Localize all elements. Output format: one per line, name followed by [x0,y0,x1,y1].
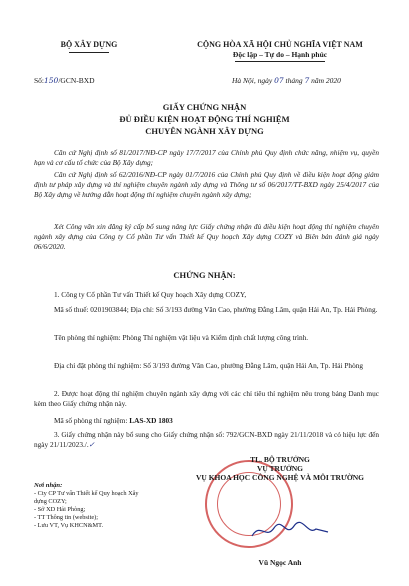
date-month-word: tháng [285,76,303,85]
date-year: năm 2020 [311,76,341,85]
recipients-heading: Nơi nhận: [34,482,63,489]
signature-authority: TL. BỘ TRƯỞNG [250,455,310,464]
issue-date [232,76,341,85]
motto-underline [235,61,325,62]
handwritten-check-mark: ✓ [88,440,95,449]
recipient-item: - TT Thông tin (website); [34,514,99,521]
lab-code-line [34,416,379,426]
company-tax-address: Mã số thuế: 0201903844; Địa chỉ: Số 3/193 đường Văn Cao, phường Đằng Lâm, quận Hải An, Tp. Hải Phòng. [54,305,378,314]
date-day-handwritten: 07 [274,76,284,85]
validity-statement [34,430,379,450]
certifies-heading: CHỨNG NHẬN: [173,270,236,280]
lab-code: LAS-XD 1803 [129,416,173,425]
signer-name: Vũ Ngọc Anh [258,558,302,567]
recipient-item: - Lưu VT, Vụ KHCN&MT. [34,522,104,529]
recipient-item: - Cty CP Tư vấn Thiết kế Quy hoạch Xây dựng COZY; [34,490,139,505]
lab-code-label: Mã số phòng thí nghiệm: [54,416,128,425]
date-prefix: Hà Nội, ngày [232,76,273,85]
ministry-underline [69,52,109,53]
certificate-subtitle-2: CHUYÊN NGÀNH XÂY DỰNG [145,126,264,136]
ref-suffix: /GCN-BXD [58,76,95,85]
signature-title: VỤ TRƯỞNG [256,464,304,473]
date-month-handwritten: 7 [304,76,310,85]
handwritten-signature [250,520,330,542]
signature-block [180,455,380,482]
ref-number-handwritten: 150 [44,76,59,85]
ministry-name: BỘ XÂY DỰNG [60,40,118,49]
ref-prefix: Số: [34,76,45,85]
scope-statement: 2. Được hoạt động thí nghiệm chuyên ngành xây dựng với các chỉ tiêu thí nghiệm nêu trong bảng Danh mục kèm theo Giấy chứng nhận này. [34,389,379,408]
signature-department: VỤ KHOA HỌC CÔNG NGHỆ VÀ MÔI TRƯỜNG [196,473,364,482]
document-number [34,76,95,85]
preamble-request: Xét Công văn xin đăng ký cấp bổ sung nâng lực Giấy chứng nhận đủ điều kiện hoạt động thí nghiệm chuyên ngành xây dựng của Công ty Cổ phần Tư vấn Thiết kế Quy hoạch Xây dựng COZY và Biên bản đánh giá ngày 06/6/2020. [34,222,379,251]
ministry-header [34,40,144,53]
preamble-decree-81: Căn cứ Nghị định số 81/2017/NĐ-CP ngày 17/7/2017 của Chính phủ Quy định chức năng, nhiệm vụ, quyền hạn và cơ cấu tổ chức của Bộ Xây dựng; [34,148,379,167]
country-name: CỘNG HÒA XÃ HỘI CHỦ NGHĨA VIỆT NAM [197,40,363,49]
preamble-decree-62: Căn cứ Nghị định số 62/2016/NĐ-CP ngày 01/7/2016 của Chính phủ Quy định về điều kiện hoạt động giám định tư pháp xây dựng và thí nghiệm chuyên ngành xây dựng và Thông tư số 06/2017/TT-BXD ngày 25/4/2017 của Bộ Xây dựng về hướng dẫn hoạt động thí nghiệm chuyên ngành xây dựng; [34,170,379,199]
national-header [180,40,380,62]
lab-address: Địa chỉ đặt phòng thí nghiệm: Số 3/193 đường Văn Cao, phường Đằng Lâm, quận Hải An, Tp. Hải Phòng [54,361,364,370]
national-motto: Độc lập – Tự do – Hạnh phúc [232,50,328,59]
lab-name: Tên phòng thí nghiệm: Phòng Thí nghiệm vật liệu và Kiểm định chất lượng công trình. [54,333,309,342]
recipient-item: - Sở XD Hải Phòng; [34,506,86,513]
recipients-block [34,482,144,530]
validity-text: 3. Giấy chứng nhận này bổ sung cho Giấy chứng nhận số: 792/GCN-BXD ngày 21/11/2018 và có hiệu lực đến ngày 21/11/2023./. [34,430,379,449]
certificate-title: GIẤY CHỨNG NHẬN [162,102,247,112]
company-name: 1. Công ty Cổ phần Tư vấn Thiết kế Quy hoạch Xây dựng COZY, [54,290,247,299]
certificate-subtitle-1: ĐỦ ĐIỀU KIỆN HOẠT ĐỘNG THÍ NGHIỆM [119,114,290,124]
